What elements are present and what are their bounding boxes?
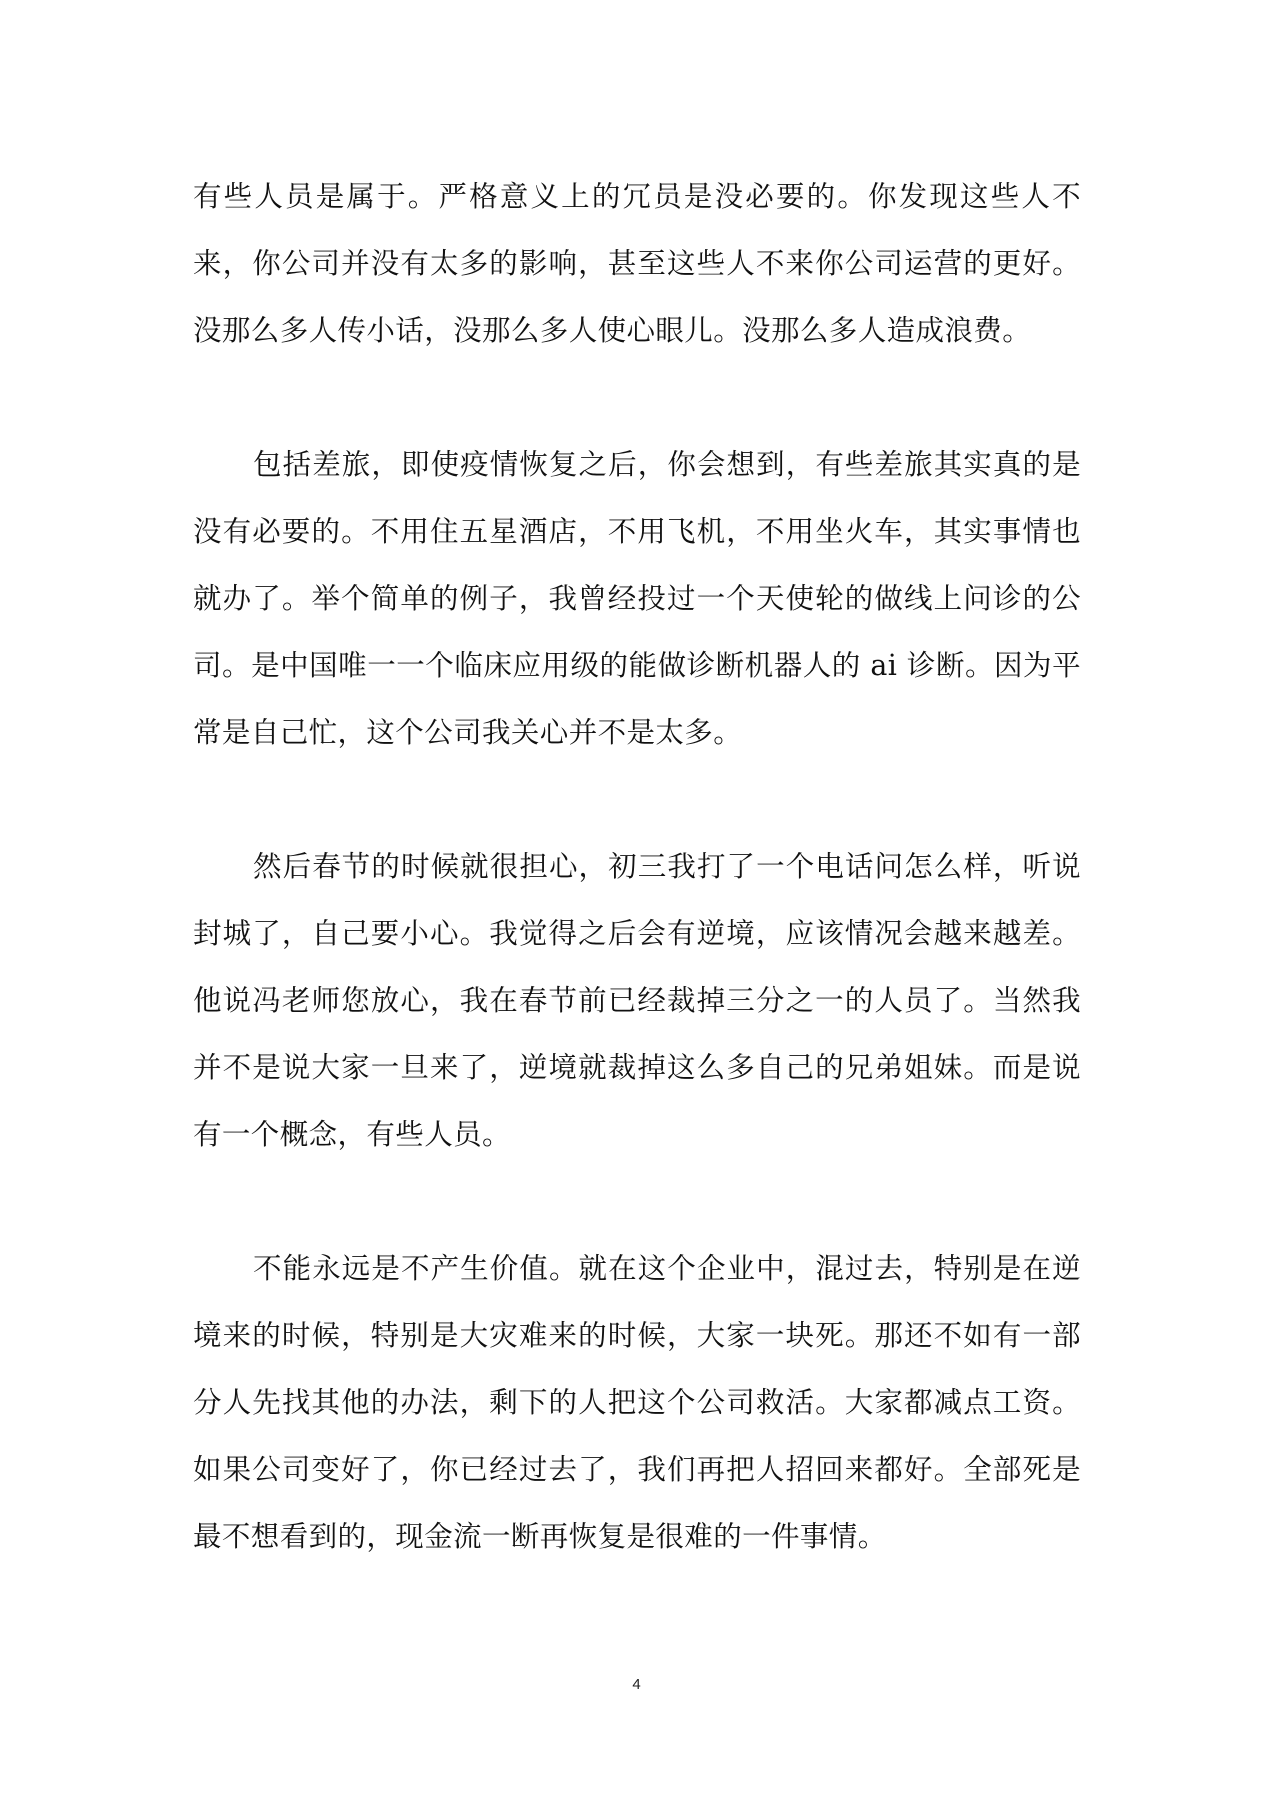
paragraph-3: 然后春节的时候就很担心，初三我打了一个电话问怎么样，听说封城了，自己要小心。我觉得之后会有逆境，应该情况会越来越差。他说冯老师您放心，我在春节前已经裁掉三分之一的人员了。当然我并不是说大家一旦来了，逆境就裁掉这么多自己的兄弟姐妹。而是说有一个概念，有些人员。 [193, 850, 1081, 1151]
paragraph-2: 包括差旅，即使疫情恢复之后，你会想到，有些差旅其实真的是没有必要的。不用住五星酒店，不用飞机，不用坐火车，其实事情也就办了。举个简单的例子，我曾经投过一个天使轮的做线上问诊的公司。是中国唯一一个临床应用级的能做诊断机器人的 ai 诊断。因为平常是自己忙，这个公司我关心并不是太多。 [193, 448, 1081, 749]
paragraph-4: 不能永远是不产生价值。就在这个企业中，混过去，特别是在逆境来的时候，特别是大灾难来的时候，大家一块死。那还不如有一部分人先找其他的办法，剩下的人把这个公司救活。大家都减点工资。如果公司变好了，你已经过去了，我们再把人招回来都好。全部死是最不想看到的，现金流一断再恢复是很难的一件事情。 [193, 1252, 1081, 1553]
page-number: 4 [632, 1676, 641, 1693]
body-text [193, 163, 1081, 1570]
paragraph-1: 有些人员是属于。严格意义上的冗员是没必要的。你发现这些人不来，你公司并没有太多的影响，甚至这些人不来你公司运营的更好。没那么多人传小话，没那么多人使心眼儿。没那么多人造成浪费。 [193, 180, 1081, 347]
